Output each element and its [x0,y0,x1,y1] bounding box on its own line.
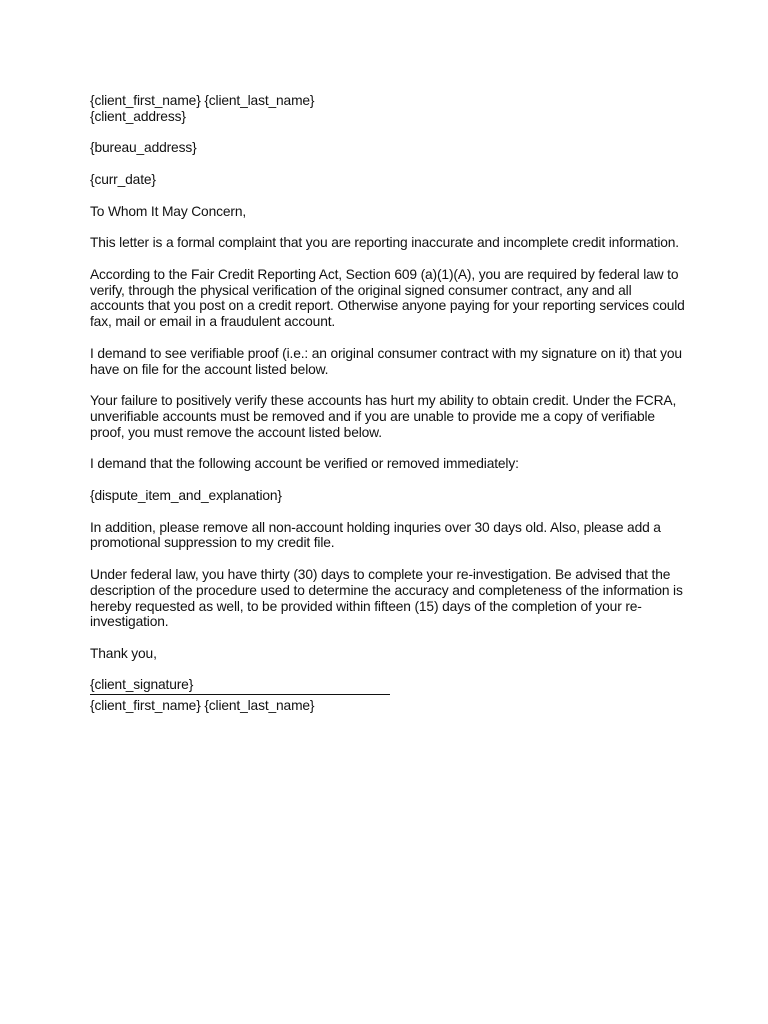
letter-date: {curr_date} [90,171,156,187]
sender-block [90,93,678,125]
body-paragraph [90,566,683,630]
signature-field: {client_signature} [90,677,194,693]
paragraph-line: proof, you must remove the account listed below. [90,424,382,440]
paragraph-line: fax, mail or email in a fraudulent account. [90,314,336,330]
salutation: To Whom It May Concern, [90,203,247,219]
signature-line [90,694,390,695]
bureau-address-block [90,140,678,156]
body-paragraph [90,393,678,440]
paragraph-line: In addition, please remove all non-account holding inquries over 30 days old. Also, please add a [90,519,661,535]
paragraph-line: This letter is a formal complaint that you are reporting inaccurate and incomplete credit information. [90,235,679,251]
paragraph-line: description of the procedure used to determine the accuracy and completeness of the information is [90,582,683,598]
paragraph-line: promotional suppression to my credit file. [90,535,335,551]
paragraph-line: Your failure to positively verify these accounts has hurt my ability to obtain credit. Under the FCRA, [90,393,677,409]
paragraph-line: hereby requested as well, to be provided within fifteen (15) days of the completion of your re- [90,598,642,614]
paragraph-line: Under federal law, you have thirty (30) days to complete your re-investigation. Be advised that the [90,566,671,582]
body-paragraph [90,266,685,330]
closing: Thank you, [90,645,157,661]
sender-address: {client_address} [90,108,186,124]
body-paragraph [90,235,678,251]
paragraph-line: unverifiable accounts must be removed and if you are unable to provide me a copy of verifiable [90,408,655,424]
paragraph-line: have on file for the account listed below. [90,361,329,377]
signature-block [90,677,678,714]
signature-name: {client_first_name} {client_last_name} [90,698,315,714]
body-paragraph [90,488,678,504]
letter-body [90,235,685,630]
body-paragraph [90,456,678,472]
date-block [90,172,678,188]
closing-block [90,646,678,662]
paragraph-line: investigation. [90,614,169,630]
body-paragraph [90,345,682,378]
body-paragraph [90,520,678,552]
paragraph-line: I demand that the following account be verified or removed immediately: [90,456,519,472]
bureau-address: {bureau_address} [90,140,197,156]
salutation-block [90,204,678,220]
paragraph-line: According to the Fair Credit Reporting Act, Section 609 (a)(1)(A), you are required by federal law to [90,266,679,282]
paragraph-line: verify, through the physical verification of the original signed consumer contract, any and all [90,282,632,298]
paragraph-line: accounts that you post on a credit report. Otherwise anyone paying for your reporting services could [90,298,685,314]
paragraph-line: I demand to see verifiable proof (i.e.: an original consumer contract with my signature on it) that you [90,345,682,361]
sender-name: {client_first_name} {client_last_name} [90,93,315,108]
paragraph-line: {dispute_item_and_explanation} [90,487,282,503]
